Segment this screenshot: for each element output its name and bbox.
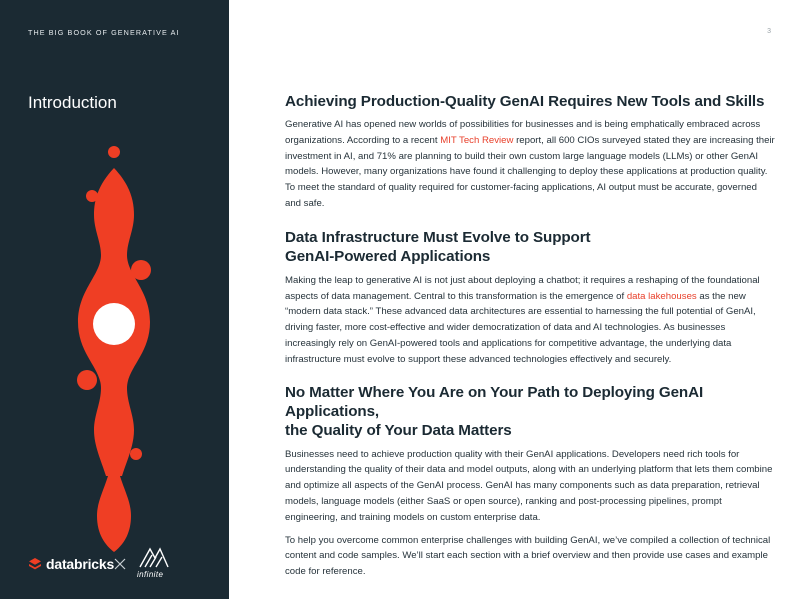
main-content: [285, 92, 775, 580]
sidebar: [0, 0, 229, 599]
data-lakehouses-link[interactable]: data lakehouses: [626, 290, 697, 302]
logos: [28, 548, 218, 584]
decorative-art: [0, 0, 229, 599]
art-dot-right: [131, 260, 151, 280]
text-segment: as the new “modern data stack.” These advanced data architectures are essential to harnessing the full potential of GenAI, driving faster, more cost-effective and wider democratization of data and AI technologies. As businesses increasingly rely on GenAI-powered tools and applications for competitive advantage, the underlying data infrastructure must evolve to support these advanced technologies effectively and securely.: [285, 290, 756, 365]
heading-data-quality: [285, 383, 775, 440]
text-segment: Generative AI has opened new worlds of possibilities for businesses and is being emphatically embraced across organizations. According to a recent: [285, 119, 761, 146]
text-segment: report, all 600 CIOs surveyed stated they are increasing their investment in AI, and 71% are planning to build their own custom large language models (LLMs) or other GenAI models. However, many organizations have found it challenging to deploy these applications at production quality. To meet the standard of quality required for customer-facing applications, AI output must be accurate, governed and safe.: [285, 134, 775, 209]
databricks-logo: [28, 556, 114, 572]
databricks-icon: [28, 557, 42, 571]
text-segment: Making the leap to generative AI is not just about deploying a chatbot; it requires a reshaping of the foundational aspects of data management. Central to this transformation is the emergence of: [285, 274, 760, 302]
infinite-wordmark: infinite: [137, 570, 164, 579]
book-title: THE BIG BOOK OF GENERATIVE AI: [28, 28, 180, 37]
paragraph-production-quality: [285, 117, 775, 212]
mit-tech-review-link[interactable]: MIT Tech Review: [440, 134, 514, 146]
section-title: Introduction: [28, 93, 117, 112]
databricks-wordmark: databricks: [46, 556, 115, 572]
art-dot-small-3: [130, 448, 142, 460]
heading-line: Data Infrastructure Must Evolve to Support: [285, 228, 591, 246]
art-center-white: [93, 303, 135, 345]
times-icon: [114, 558, 126, 570]
infinite-logo-icon: [136, 545, 172, 571]
heading-production-quality: Achieving Production-Quality GenAI Requires New Tools and Skills: [285, 93, 765, 110]
paragraph-data-quality: Businesses need to achieve production quality with their GenAI applications. Developers need rich tools for understanding the quality of their data and model outputs, along with an underlying platform that lets them combine and optimize all aspects of the GenAI process. GenAI has many components such as data preparation, retrieval models, language models (either SaaS or open source), ranking and post-processing pipelines, prompt engineering, and training models on custom enterprise data.: [285, 448, 773, 523]
art-chain-lower: [97, 476, 131, 552]
heading-line: the Quality of Your Data Matters: [285, 421, 512, 439]
art-dot-left: [77, 370, 97, 390]
paragraph-data-infrastructure: [285, 273, 775, 368]
heading-line: No Matter Where You Are on Your Path to Deploying GenAI Applications,: [285, 383, 704, 420]
page-number: 3: [767, 28, 771, 35]
paragraph-overview: To help you overcome common enterprise challenges with building GenAI, we’ve compiled a collection of technical content and code samples. We’ll start each section with a brief overview and then provide use cases and example code for reference.: [285, 534, 771, 578]
heading-data-infrastructure: [285, 228, 775, 266]
heading-line: GenAI-Powered Applications: [285, 247, 491, 265]
art-dot-small-1: [108, 146, 120, 158]
art-dot-small-2: [86, 190, 98, 202]
